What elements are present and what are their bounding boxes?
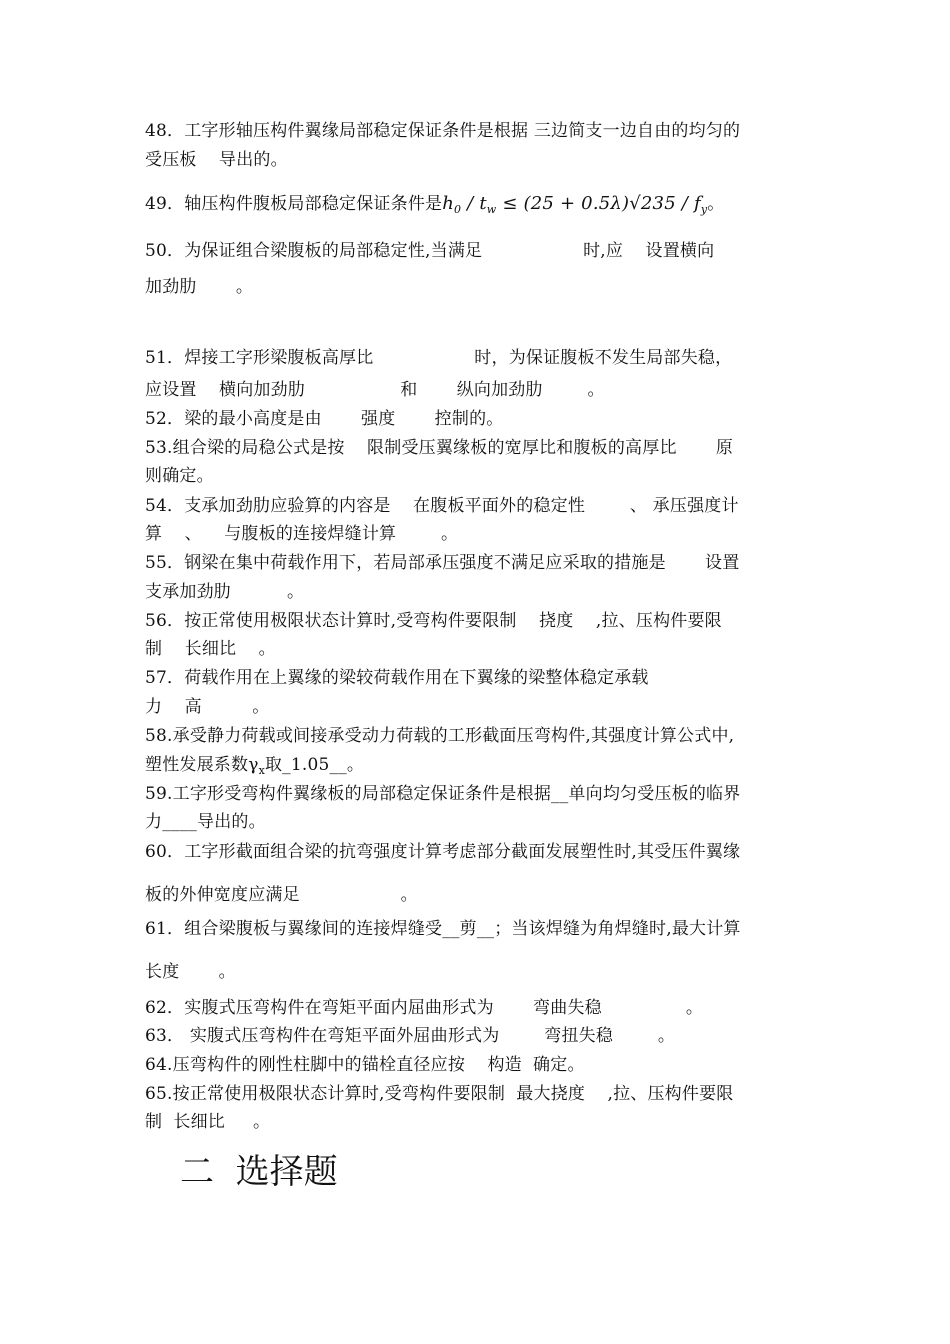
item-56-line1: 56．按正常使用极限状态计算时,受弯构件要限制 挠度 ,拉、压构件要限 — [145, 611, 722, 631]
item-50-line2: 加劲肋 。 — [145, 277, 254, 297]
item-50-line1: 50．为保证组合梁腹板的局部稳定性,当满足 时,应 设置横向 — [145, 241, 715, 261]
item-49-line — [145, 194, 724, 220]
item-62-line: 62．实腹式压弯构件在弯矩平面内屈曲形式为 弯曲失稳 。 — [145, 998, 704, 1018]
section-heading: 二 选择题 — [180, 1152, 338, 1192]
item-48-line1: 48．工字形轴压构件翼缘局部稳定保证条件是根据 三边简支一边自由的均匀的 — [145, 121, 741, 141]
item-54-line1: 54．支承加劲肋应验算的内容是 在腹板平面外的稳定性 、 承压强度计 — [145, 496, 739, 516]
formula-f-sub: y — [700, 203, 708, 216]
item-48-line2: 受压板 导出的。 — [145, 150, 288, 170]
item-57-line2: 力 高 。 — [145, 697, 270, 717]
item-58-gamma-sub: x — [258, 764, 265, 777]
item-55-line2: 支承加劲肋 。 — [145, 582, 305, 602]
item-51-line1: 51．焊接工字形梁腹板高厚比 时，为保证腹板不发生局部失稳， — [145, 348, 733, 368]
item-56-line2: 制 长细比 。 — [145, 639, 276, 659]
item-58-gamma-text: 塑性发展系数γ — [145, 755, 259, 775]
item-53-line2: 则确定。 — [145, 466, 214, 486]
item-59-line1: 59.工字形受弯构件翼缘板的局部稳定保证条件是根据__单向均匀受压板的临界 — [145, 784, 741, 804]
item-58-line2 — [145, 755, 364, 781]
item-52-line: 52．梁的最小高度是由 强度 控制的。 — [145, 409, 504, 429]
formula-rest: ≤ (25 + 0.5λ)√235 / — [496, 193, 694, 214]
item-51-line2: 应设置 横向加劲肋 和 纵向加劲肋 。 — [145, 380, 605, 400]
item-55-line1: 55．钢梁在集中荷载作用下，若局部承压强度不满足应采取的措施是 设置 — [145, 553, 740, 573]
item-54-line2: 算 、 与腹板的连接焊缝计算 。 — [145, 524, 459, 544]
item-61-line1: 61．组合梁腹板与翼缘间的连接焊缝受__剪__；当该焊缝为角焊缝时,最大计算 — [145, 919, 741, 939]
formula-slash: / — [461, 193, 480, 214]
item-65-line2: 制 长细比 。 — [145, 1112, 271, 1132]
item-58-line1: 58.承受静力荷载或间接承受动力荷载的工形截面压弯构件,其强度计算公式中, — [145, 726, 735, 746]
item-57-line1: 57．荷载作用在上翼缘的梁较荷载作用在下翼缘的梁整体稳定承载 — [145, 668, 649, 688]
item-61-line2: 长度 。 — [145, 962, 236, 982]
formula-h-sub: 0 — [454, 203, 462, 216]
item-49-text: 49．轴压构件腹板局部稳定保证条件是 — [145, 194, 443, 214]
item-58-value: 取_1.05__。 — [264, 755, 365, 775]
item-60-line2: 板的外伸宽度应满足 。 — [145, 885, 418, 905]
item-60-line1: 60．工字形截面组合梁的抗弯强度计算考虑部分截面发展塑性时,其受压件翼缘 — [145, 842, 741, 862]
item-49-end: 。 — [707, 194, 725, 214]
item-63-line: 63． 实腹式压弯构件在弯矩平面外屈曲形式为 弯扭失稳 。 — [145, 1026, 676, 1046]
formula-f: f — [693, 193, 701, 214]
item-59-line2: 力____导出的。 — [145, 812, 266, 832]
formula-49 — [442, 193, 707, 214]
item-65-line1: 65.按正常使用极限状态计算时,受弯构件要限制 最大挠度 ,拉、压构件要限 — [145, 1084, 734, 1104]
item-64-line: 64.压弯构件的刚性柱脚中的锚栓直径应按 构造 确定。 — [145, 1055, 585, 1075]
formula-t: t — [479, 193, 487, 214]
formula-t-sub: w — [486, 203, 497, 216]
item-53-line1: 53.组合梁的局稳公式是按 限制受压翼缘板的宽厚比和腹板的高厚比 原 — [145, 438, 734, 458]
formula-h: h — [442, 193, 455, 214]
